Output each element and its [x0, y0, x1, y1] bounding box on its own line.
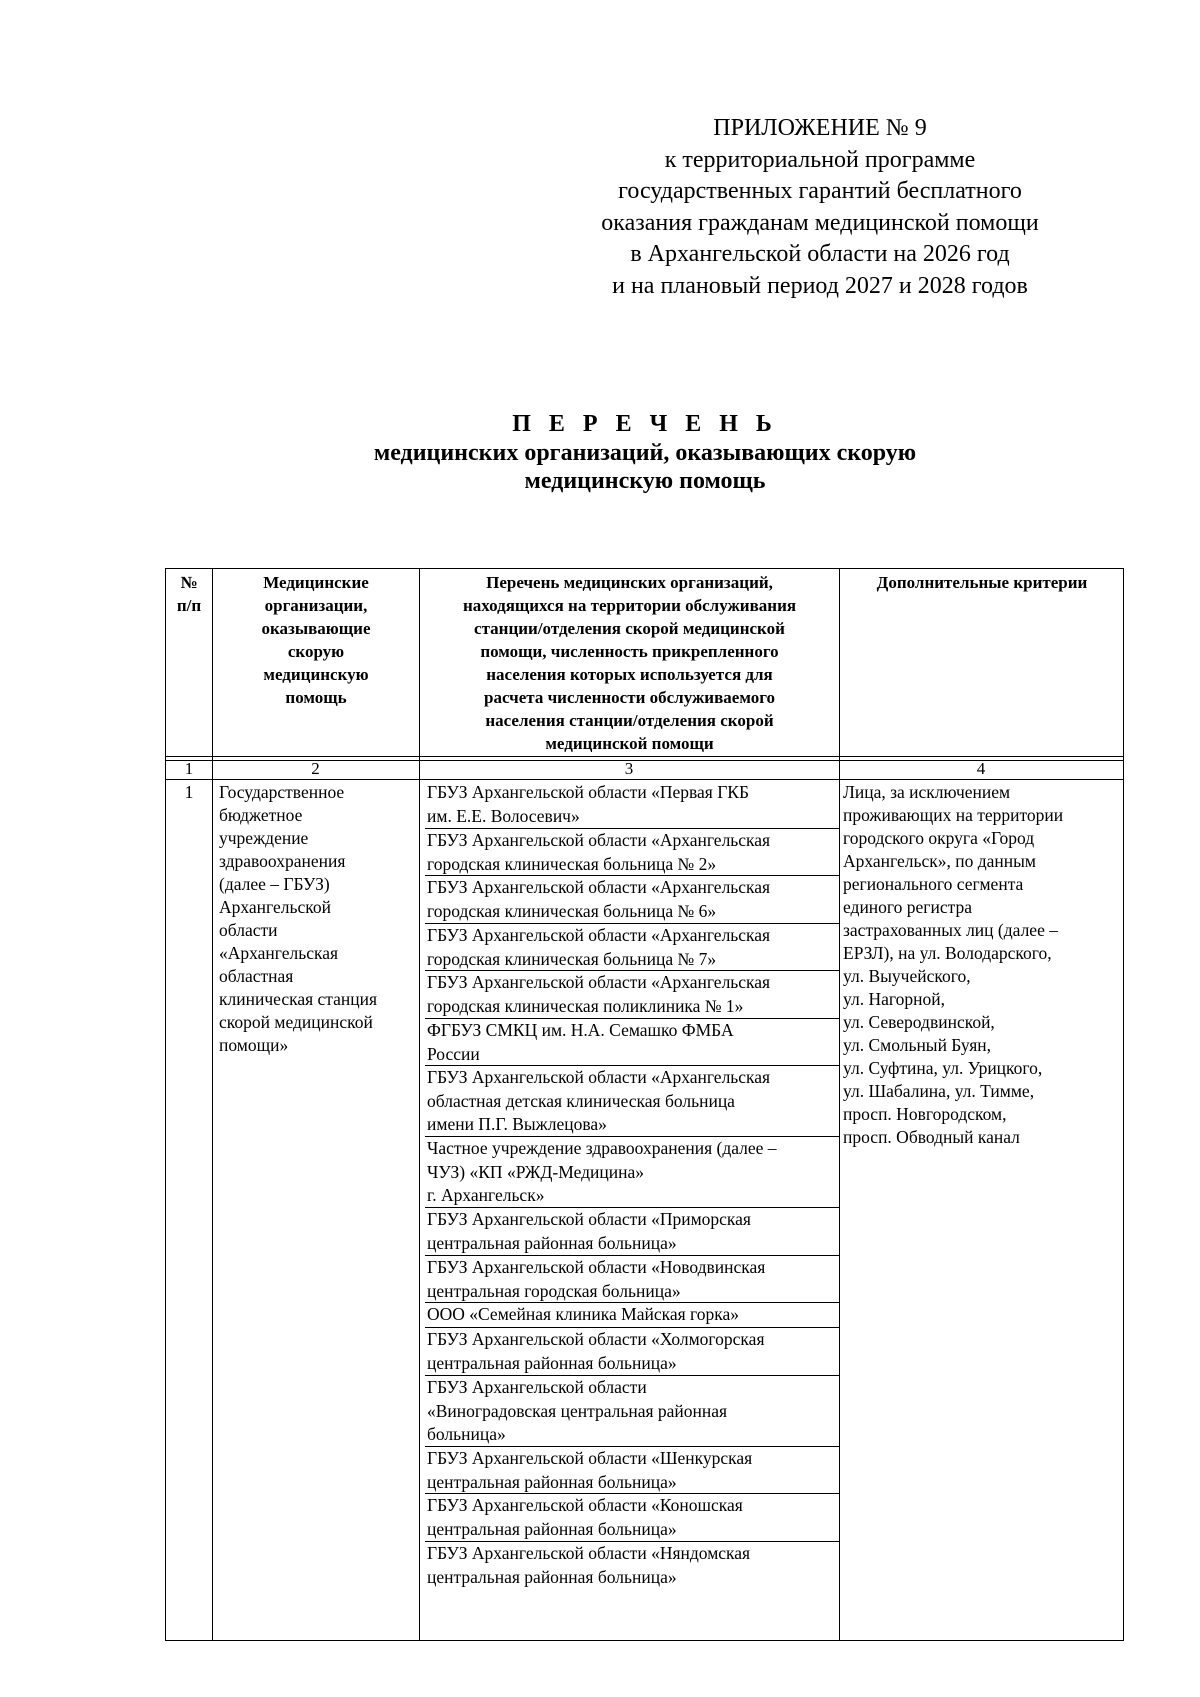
- title-line: медицинскую помощь: [524, 468, 766, 494]
- document-title: [160, 410, 1130, 495]
- title-line: медицинских организаций, оказывающих скорую: [373, 440, 917, 466]
- appendix-line: к территориальной программе: [664, 146, 976, 173]
- org-list-item: ФГБУЗ СМКЦ им. Н.А. Семашко ФМБА России: [425, 1019, 839, 1066]
- appendix-line: и на плановый период 2027 и 2028 годов: [612, 272, 1028, 299]
- org-list-item: ГБУЗ Архангельской области «Коношская центральная районная больница»: [425, 1494, 839, 1542]
- column-divider: [212, 569, 213, 1640]
- org-list-item: Частное учреждение здравоохранения (далее – ЧУЗ) «КП «РЖД-Медицина» г. Архангельск»: [425, 1137, 839, 1208]
- row-criteria: Лица, за исключением проживающих на территории городского округа «Город Архангельск», по данным регионального сегмента единого регистра застрахованных лиц (далее – ЕРЗЛ), на ул. Володарского, ул. Выучейского, ул. Нагорной, ул. Северодвинской, ул. Смольный Буян, ул. Суфтина, ул. Урицкого, ул. Шабалина, ул. Тимме, просп. Новгородском, просп. Обводный канал: [843, 782, 1064, 1147]
- column-number: 2: [311, 759, 320, 778]
- org-list-item: ГБУЗ Архангельской области «Новодвинская центральная городская больница»: [425, 1256, 839, 1303]
- appendix-line: оказания гражданам медицинской помощи: [601, 209, 1039, 236]
- column-number: 3: [624, 759, 634, 778]
- header-org-list: Перечень медицинских организаций, находящихся на территории обслуживания станции/отделения скорой медицинской помощи, численность прикрепленного населения которых используется для расчета численности обслуживаемого населения станции/отделения скорой медицинской помощи: [462, 573, 797, 753]
- header-organization: Медицинские организации, оказывающие скорую медицинскую помощь: [261, 573, 371, 707]
- org-list-item: ГБУЗ Архангельской области «Шенкурская центральная районная больница»: [425, 1447, 839, 1494]
- org-list-item: ГБУЗ Архангельской области «Архангельская городская клиническая больница № 7»: [425, 924, 839, 971]
- org-list-item: ГБУЗ Архангельской области «Холмогорская центральная районная больница»: [425, 1328, 839, 1376]
- header-criteria: Дополнительные критерии: [876, 573, 1088, 592]
- org-list-item: ООО «Семейная клиника Майская горка»: [425, 1303, 839, 1328]
- row-organization: Государственное бюджетное учреждение здравоохранения (далее – ГБУЗ) Архангельской области «Архангельская областная клиническая станция скорой медицинской помощи»: [219, 782, 378, 1055]
- appendix-line: в Архангельской области на 2026 год: [630, 241, 1010, 267]
- org-list-item: ГБУЗ Архангельской области «Архангельская областная детская клиническая больница имени П.Г. Выжлецова»: [425, 1066, 839, 1137]
- appendix-line: государственных гарантий бесплатного: [618, 178, 1022, 204]
- appendix-line: ПРИЛОЖЕНИЕ № 9: [713, 115, 927, 141]
- org-list-item: ГБУЗ Архангельской области «Виноградовская центральная районная больница»: [425, 1376, 839, 1447]
- column-number: 1: [184, 759, 194, 778]
- org-list-item: ГБУЗ Архангельской области «Приморская центральная районная больница»: [425, 1208, 839, 1256]
- org-list-item: ГБУЗ Архангельской области «Архангельская городская клиническая поликлиника № 1»: [425, 971, 839, 1019]
- org-list-item: ГБУЗ Архангельской области «Няндомская центральная районная больница»: [427, 1543, 751, 1587]
- row-number: 1: [184, 782, 194, 802]
- header-number: № п/п: [176, 573, 202, 615]
- column-number: 4: [976, 759, 986, 778]
- title-heading: П Е Р Е Ч Е Н Ь: [512, 411, 778, 437]
- column-divider: [839, 569, 840, 1640]
- org-list-item: ГБУЗ Архангельской области «Архангельская городская клиническая больница № 2»: [425, 829, 839, 876]
- appendix-header: [560, 113, 1080, 302]
- org-list-item: ГБУЗ Архангельской области «Архангельская городская клиническая больница № 6»: [425, 876, 839, 924]
- org-list-item: ГБУЗ Архангельской области «Первая ГКБ им. Е.Е. Волосевич»: [425, 781, 839, 829]
